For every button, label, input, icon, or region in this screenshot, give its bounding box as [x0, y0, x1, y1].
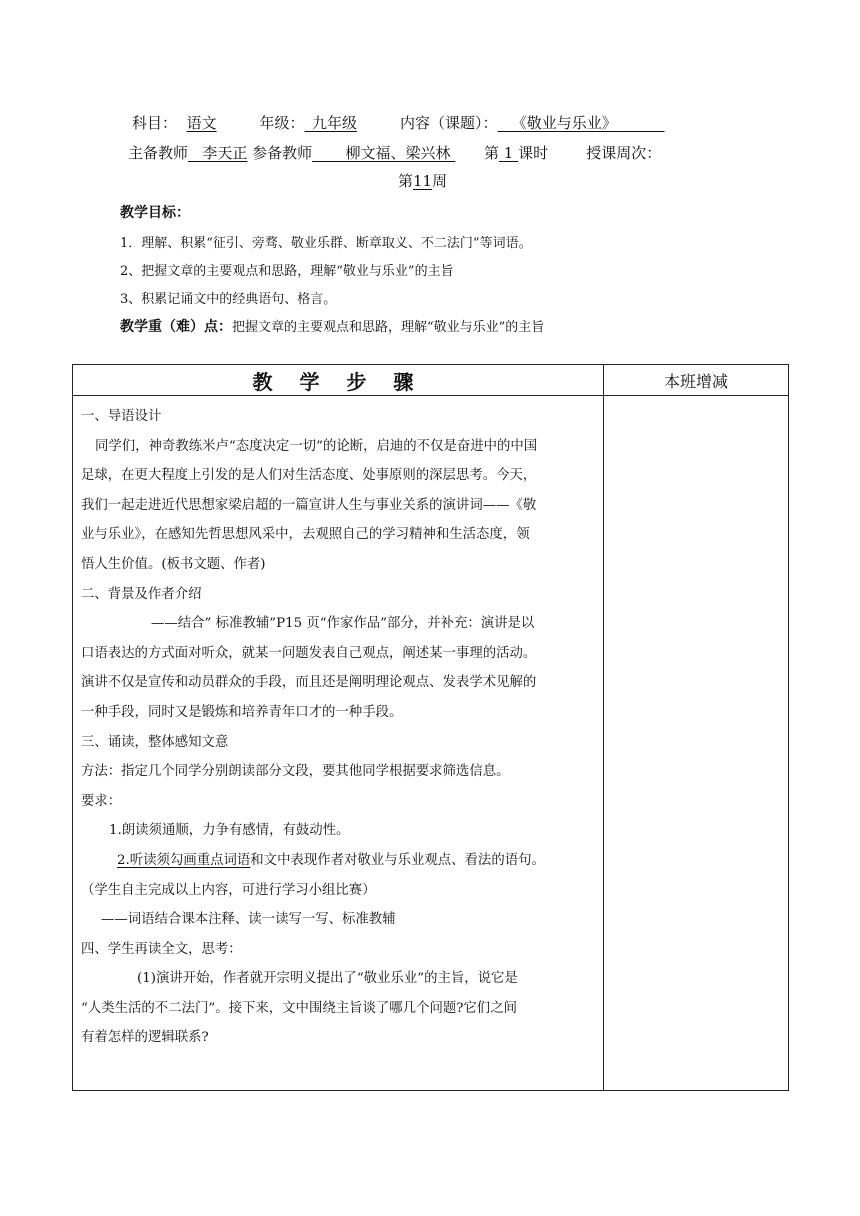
table-body-row	[73, 396, 789, 1091]
co-teacher-label: 参备教师	[252, 144, 313, 162]
steps-content	[73, 396, 603, 1053]
column-header-steps: 教 学 步 骤	[73, 365, 604, 396]
paragraph-line: （学生自主完成以上内容，可进行学习小组比赛）	[81, 882, 376, 898]
paragraph-line: 悟人生价值。(板书文题、作者)	[81, 556, 266, 572]
section-heading: 四、学生再读全文，思考：	[81, 941, 242, 957]
section-heading: 二、背景及作者介绍	[81, 586, 202, 602]
key-points-label: 教学重（难）点：	[120, 319, 232, 335]
main-teacher-label: 主备教师	[128, 144, 189, 162]
column-header-adjust: 本班增减	[604, 365, 789, 396]
objective-item-1: 1．理解、积累“征引、旁骛、敬业乐群、断章取义、不二法门”等词语。	[120, 236, 532, 251]
week-prefix: 第	[398, 172, 414, 190]
subject-value: 语文	[186, 114, 217, 132]
question-line: (1)演讲开始，作者就开宗明义提出了“敬业乐业”的主旨，说它是	[137, 971, 518, 987]
table-header-row	[73, 365, 789, 396]
lesson-prefix: 第	[483, 144, 499, 162]
requirement-item: 2.听读须勾画重点词语和文中表现作者对敬业与乐业观点、看法的语句。	[117, 852, 545, 868]
grade-label: 年级：	[259, 114, 305, 132]
question-line: “人类生活的不二法门”。接下来，文中围绕主旨谈了哪几个问题?它们之间	[81, 1000, 517, 1016]
week-suffix: 周	[432, 172, 448, 190]
adjust-cell	[604, 396, 789, 1091]
section-heading: 三、诵读，整体感知文意	[81, 734, 229, 750]
week-value: 11	[413, 172, 433, 190]
co-teacher-value: 柳文福、梁兴林	[345, 144, 451, 162]
question-line: 有着怎样的逻辑联系?	[81, 1030, 209, 1046]
lesson-value: 1	[503, 144, 514, 162]
main-teacher-value: 李天正	[202, 144, 248, 162]
lesson-suffix: 课时	[518, 144, 549, 162]
key-points	[120, 316, 544, 336]
paragraph-line: 业与乐业》，在感知先哲思想风采中，去观照自己的学习精神和生活态度，领	[81, 527, 530, 543]
objective-item-3: 3、积累记诵文中的经典语句、格言。	[120, 292, 337, 307]
objective-item-2: 2、把握文章的主要观点和思路，理解“敬业与乐业”的主旨	[120, 264, 454, 279]
content-label: 内容（课题）：	[399, 114, 498, 132]
paragraph-line: ——词语结合课本注释、读一读写一写、标准教辅	[101, 912, 396, 928]
subject-label: 科目：	[132, 114, 178, 132]
paragraph-line: 足球，在更大程度上引发的是人们对生活态度、处事原则的深层思考。今天，	[81, 468, 537, 484]
section-heading: 一、导语设计	[81, 409, 162, 424]
key-points-text: 把握文章的主要观点和思路，理解“敬业与乐业”的主旨	[232, 320, 545, 335]
paragraph-line: 我们一起走进近代思想家梁启超的一篇宣讲人生与事业关系的演讲词——《敬	[81, 497, 537, 513]
header-line-2	[128, 142, 661, 163]
header-line-3	[398, 170, 447, 191]
grade-value: _九年级	[304, 114, 358, 132]
paragraph-line: 要求：	[81, 793, 122, 809]
paragraph-line: 一种手段，同时又是锻炼和培养青年口才的一种手段。	[81, 704, 403, 720]
paragraph-line: 口语表达的方式面对听众，就某一问题发表自己观点，阐述某一事理的活动。	[81, 645, 537, 661]
paragraph-line: 同学们，神奇教练米卢“态度决定一切”的论断，启迪的不仅是奋进中的中国	[95, 438, 538, 454]
paragraph-line: 方法：指定几个同学分别朗读部分文段，要其他同学根据要求筛选信息。	[81, 764, 510, 780]
requirement-item: 1.朗读须通顺，力争有感情，有鼓动性。	[109, 823, 350, 839]
paragraph-line: ——结合” 标准教辅”P15 页“作家作品”部分，并补充：演讲是以	[151, 616, 535, 632]
header-line-1	[132, 112, 664, 133]
content-value: 《敬业与乐业》	[511, 114, 617, 132]
week-label: 授课周次：	[586, 144, 662, 162]
objectives-title: 教学目标：	[120, 205, 190, 221]
steps-content-cell	[73, 396, 604, 1091]
paragraph-line: 演讲不仅是宣传和动员群众的手段，而且还是阐明理论观点、发表学术见解的	[81, 675, 537, 691]
teaching-steps-table	[72, 364, 789, 1091]
